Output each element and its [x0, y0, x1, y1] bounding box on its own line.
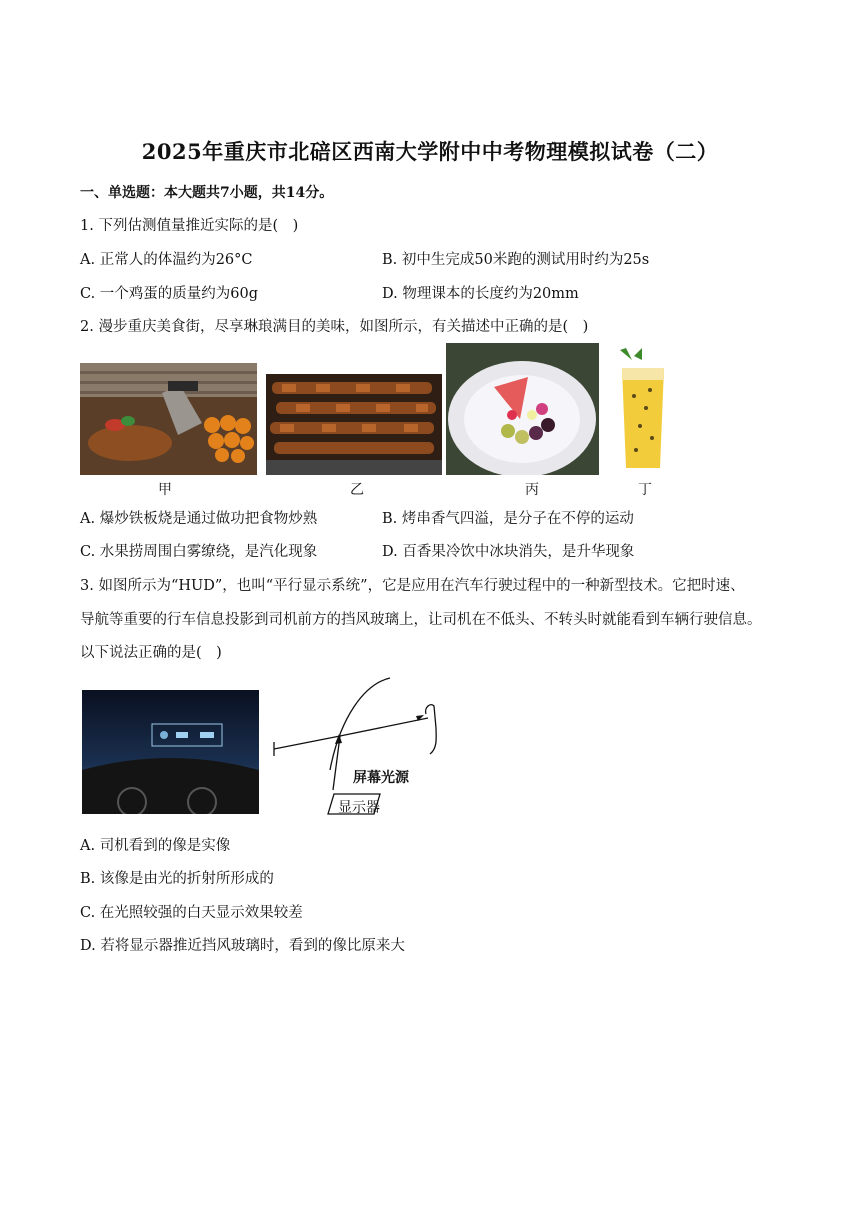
image-label-jia: 甲 — [158, 482, 172, 498]
skewers-photo — [266, 374, 442, 475]
teppanyaki-photo — [80, 363, 257, 475]
image-label-yi: 乙 — [350, 482, 364, 498]
q1-option-a: A. 正常人的体温约为26°C — [80, 252, 253, 268]
q3-stem-line2: 导航等重要的行车信息投影到司机前方的挡风玻璃上，让司机在不低头、不转头时就能看到车辆行驶信息。 — [80, 612, 762, 628]
q2-option-d: D. 百香果冷饮中冰块消失，是升华现象 — [382, 544, 635, 560]
q2-option-c: C. 水果捞周围白雾缭绕，是汽化现象 — [80, 544, 318, 560]
image-label-bing: 丙 — [525, 482, 539, 498]
q3-option-d: D. 若将显示器推近挡风玻璃时，看到的像比原来大 — [80, 938, 405, 954]
hud-dashboard-photo — [82, 690, 259, 814]
q3-option-b: B. 该像是由光的折射所形成的 — [80, 871, 274, 887]
section-heading: 一、单选题：本大题共7小题，共14分。 — [80, 185, 334, 201]
q3-stem-line3: 以下说法正确的是( ) — [80, 645, 222, 661]
q2-option-a: A. 爆炒铁板烧是通过做功把食物炒熟 — [80, 511, 318, 527]
screen-light-source-label: 屏幕光源 — [353, 770, 409, 786]
q1-option-b: B. 初中生完成50米跑的测试用时约为25s — [382, 252, 650, 268]
page-title: 2025年重庆市北碚区西南大学附中中考物理模拟试卷（二） — [141, 139, 719, 164]
q1-option-c: C. 一个鸡蛋的质量约为60g — [80, 286, 259, 302]
q2-option-b: B. 烤串香气四溢，是分子在不停的运动 — [382, 511, 634, 527]
q1-option-d: D. 物理课本的长度约为20mm — [382, 286, 579, 302]
q3-stem-line1: 3. 如图所示为“HUD”，也叫“平行显示系统”，它是应用在汽车行驶过程中的一种新型技术。它把时速、 — [80, 578, 745, 594]
q3-option-c: C. 在光照较强的白天显示效果较差 — [80, 905, 303, 921]
q2-stem: 2. 漫步重庆美食街，尽享琳琅满目的美味，如图所示，有关描述中正确的是( ) — [80, 319, 589, 335]
fruit-bowl-photo — [446, 343, 599, 475]
passion-fruit-drink-photo — [612, 346, 674, 475]
q3-option-a: A. 司机看到的像是实像 — [80, 838, 231, 854]
q1-stem: 1. 下列估测值量推近实际的是( ) — [80, 218, 299, 234]
image-label-ding: 丁 — [638, 482, 652, 498]
display-label: 显示器 — [338, 800, 380, 816]
